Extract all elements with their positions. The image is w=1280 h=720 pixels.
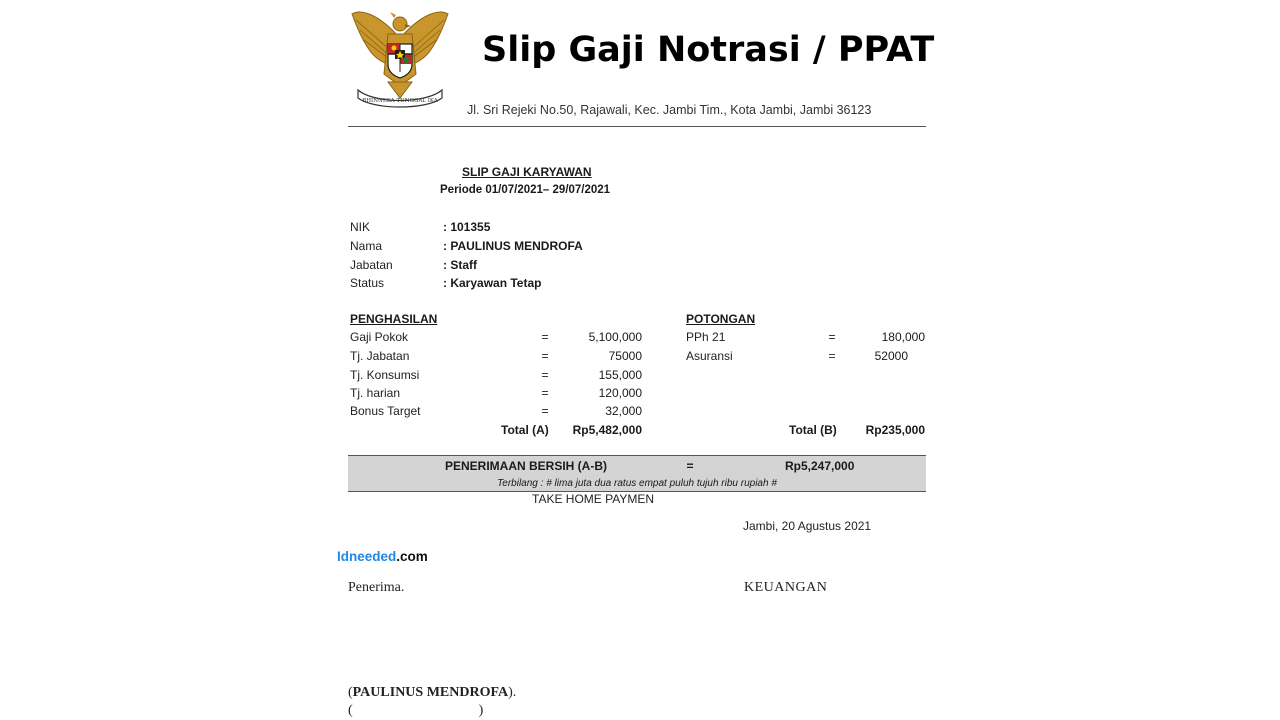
deduction-total-label: Total (B)	[789, 423, 837, 437]
income-item-eq: =	[541, 330, 549, 344]
recipient-signature-name	[348, 685, 516, 701]
take-home-pay-label: TAKE HOME PAYMEN	[532, 492, 655, 506]
emblem-motto: BHINNEKA TUNGGAL IKA	[362, 98, 438, 104]
income-item-label: Bonus Target	[350, 404, 421, 418]
recipient-label: Penerima.	[348, 580, 405, 595]
income-item-amount: 32,000	[605, 404, 642, 418]
net-pay-label: PENERIMAAN BERSIH (A-B)	[445, 459, 607, 473]
watermark-name: Idneeded	[337, 549, 397, 564]
employee-name-label: Nama	[350, 239, 383, 253]
watermark-domain: .com	[396, 549, 428, 564]
finance-signature-blank: ( )	[348, 703, 484, 718]
income-item-label: Tj. harian	[350, 386, 401, 400]
employee-position-value: : Staff	[443, 258, 477, 272]
amount-in-words: Terbilang : # lima juta dua ratus empat puluh tujuh ribu rupiah #	[497, 478, 777, 489]
company-address: Jl. Sri Rejeki No.50, Rajawali, Kec. Jambi Tim., Kota Jambi, Jambi 36123	[467, 103, 872, 117]
income-item-amount: 155,000	[598, 368, 642, 382]
place-date: Jambi, 20 Agustus 2021	[743, 519, 872, 533]
employee-name-value: : PAULINUS MENDROFA	[443, 239, 583, 253]
income-item-eq: =	[541, 368, 549, 382]
deduction-heading: POTONGAN	[686, 312, 756, 326]
income-item-label: Tj. Jabatan	[350, 349, 410, 363]
recipient-name: PAULINUS MENDROFA	[352, 685, 509, 700]
deduction-total-value: Rp235,000	[865, 423, 925, 437]
income-heading: PENGHASILAN	[350, 312, 438, 326]
finance-label: KEUANGAN	[744, 580, 828, 595]
income-total-label: Total (A)	[501, 423, 549, 437]
income-item-amount: 75000	[608, 349, 642, 363]
deduction-item-amount: 52000	[874, 349, 908, 363]
paren-open: (	[348, 685, 353, 700]
slip-period: Periode 01/07/2021– 29/07/2021	[440, 184, 611, 196]
slip-heading: SLIP GAJI KARYAWAN	[462, 165, 592, 179]
deduction-item-eq: =	[828, 330, 836, 344]
garuda-emblem-icon	[350, 6, 450, 112]
paren-close: ).	[508, 685, 517, 700]
employee-nik-label: NIK	[350, 220, 371, 234]
income-item-eq: =	[541, 386, 549, 400]
site-watermark	[337, 549, 428, 564]
employee-status-label: Status	[350, 276, 385, 290]
income-total-value: Rp5,482,000	[572, 423, 642, 437]
income-item-label: Tj. Konsumsi	[350, 368, 420, 382]
deduction-item-eq: =	[828, 349, 836, 363]
employee-nik-value: : 101355	[443, 220, 491, 234]
employee-status-value: : Karyawan Tetap	[443, 276, 542, 290]
deduction-item-amount: 180,000	[881, 330, 925, 344]
net-pay-eq: =	[686, 459, 694, 473]
income-item-amount: 5,100,000	[588, 330, 642, 344]
income-item-amount: 120,000	[598, 386, 642, 400]
income-item-eq: =	[541, 404, 549, 418]
deduction-item-label: PPh 21	[686, 330, 726, 344]
document-title: Slip Gaji Notrasi / PPAT	[482, 30, 935, 70]
employee-position-label: Jabatan	[350, 258, 393, 272]
deduction-item-label: Asuransi	[686, 349, 733, 363]
header-divider	[348, 126, 926, 127]
net-pay-value: Rp5,247,000	[785, 459, 855, 473]
income-item-eq: =	[541, 349, 549, 363]
income-item-label: Gaji Pokok	[350, 330, 409, 344]
